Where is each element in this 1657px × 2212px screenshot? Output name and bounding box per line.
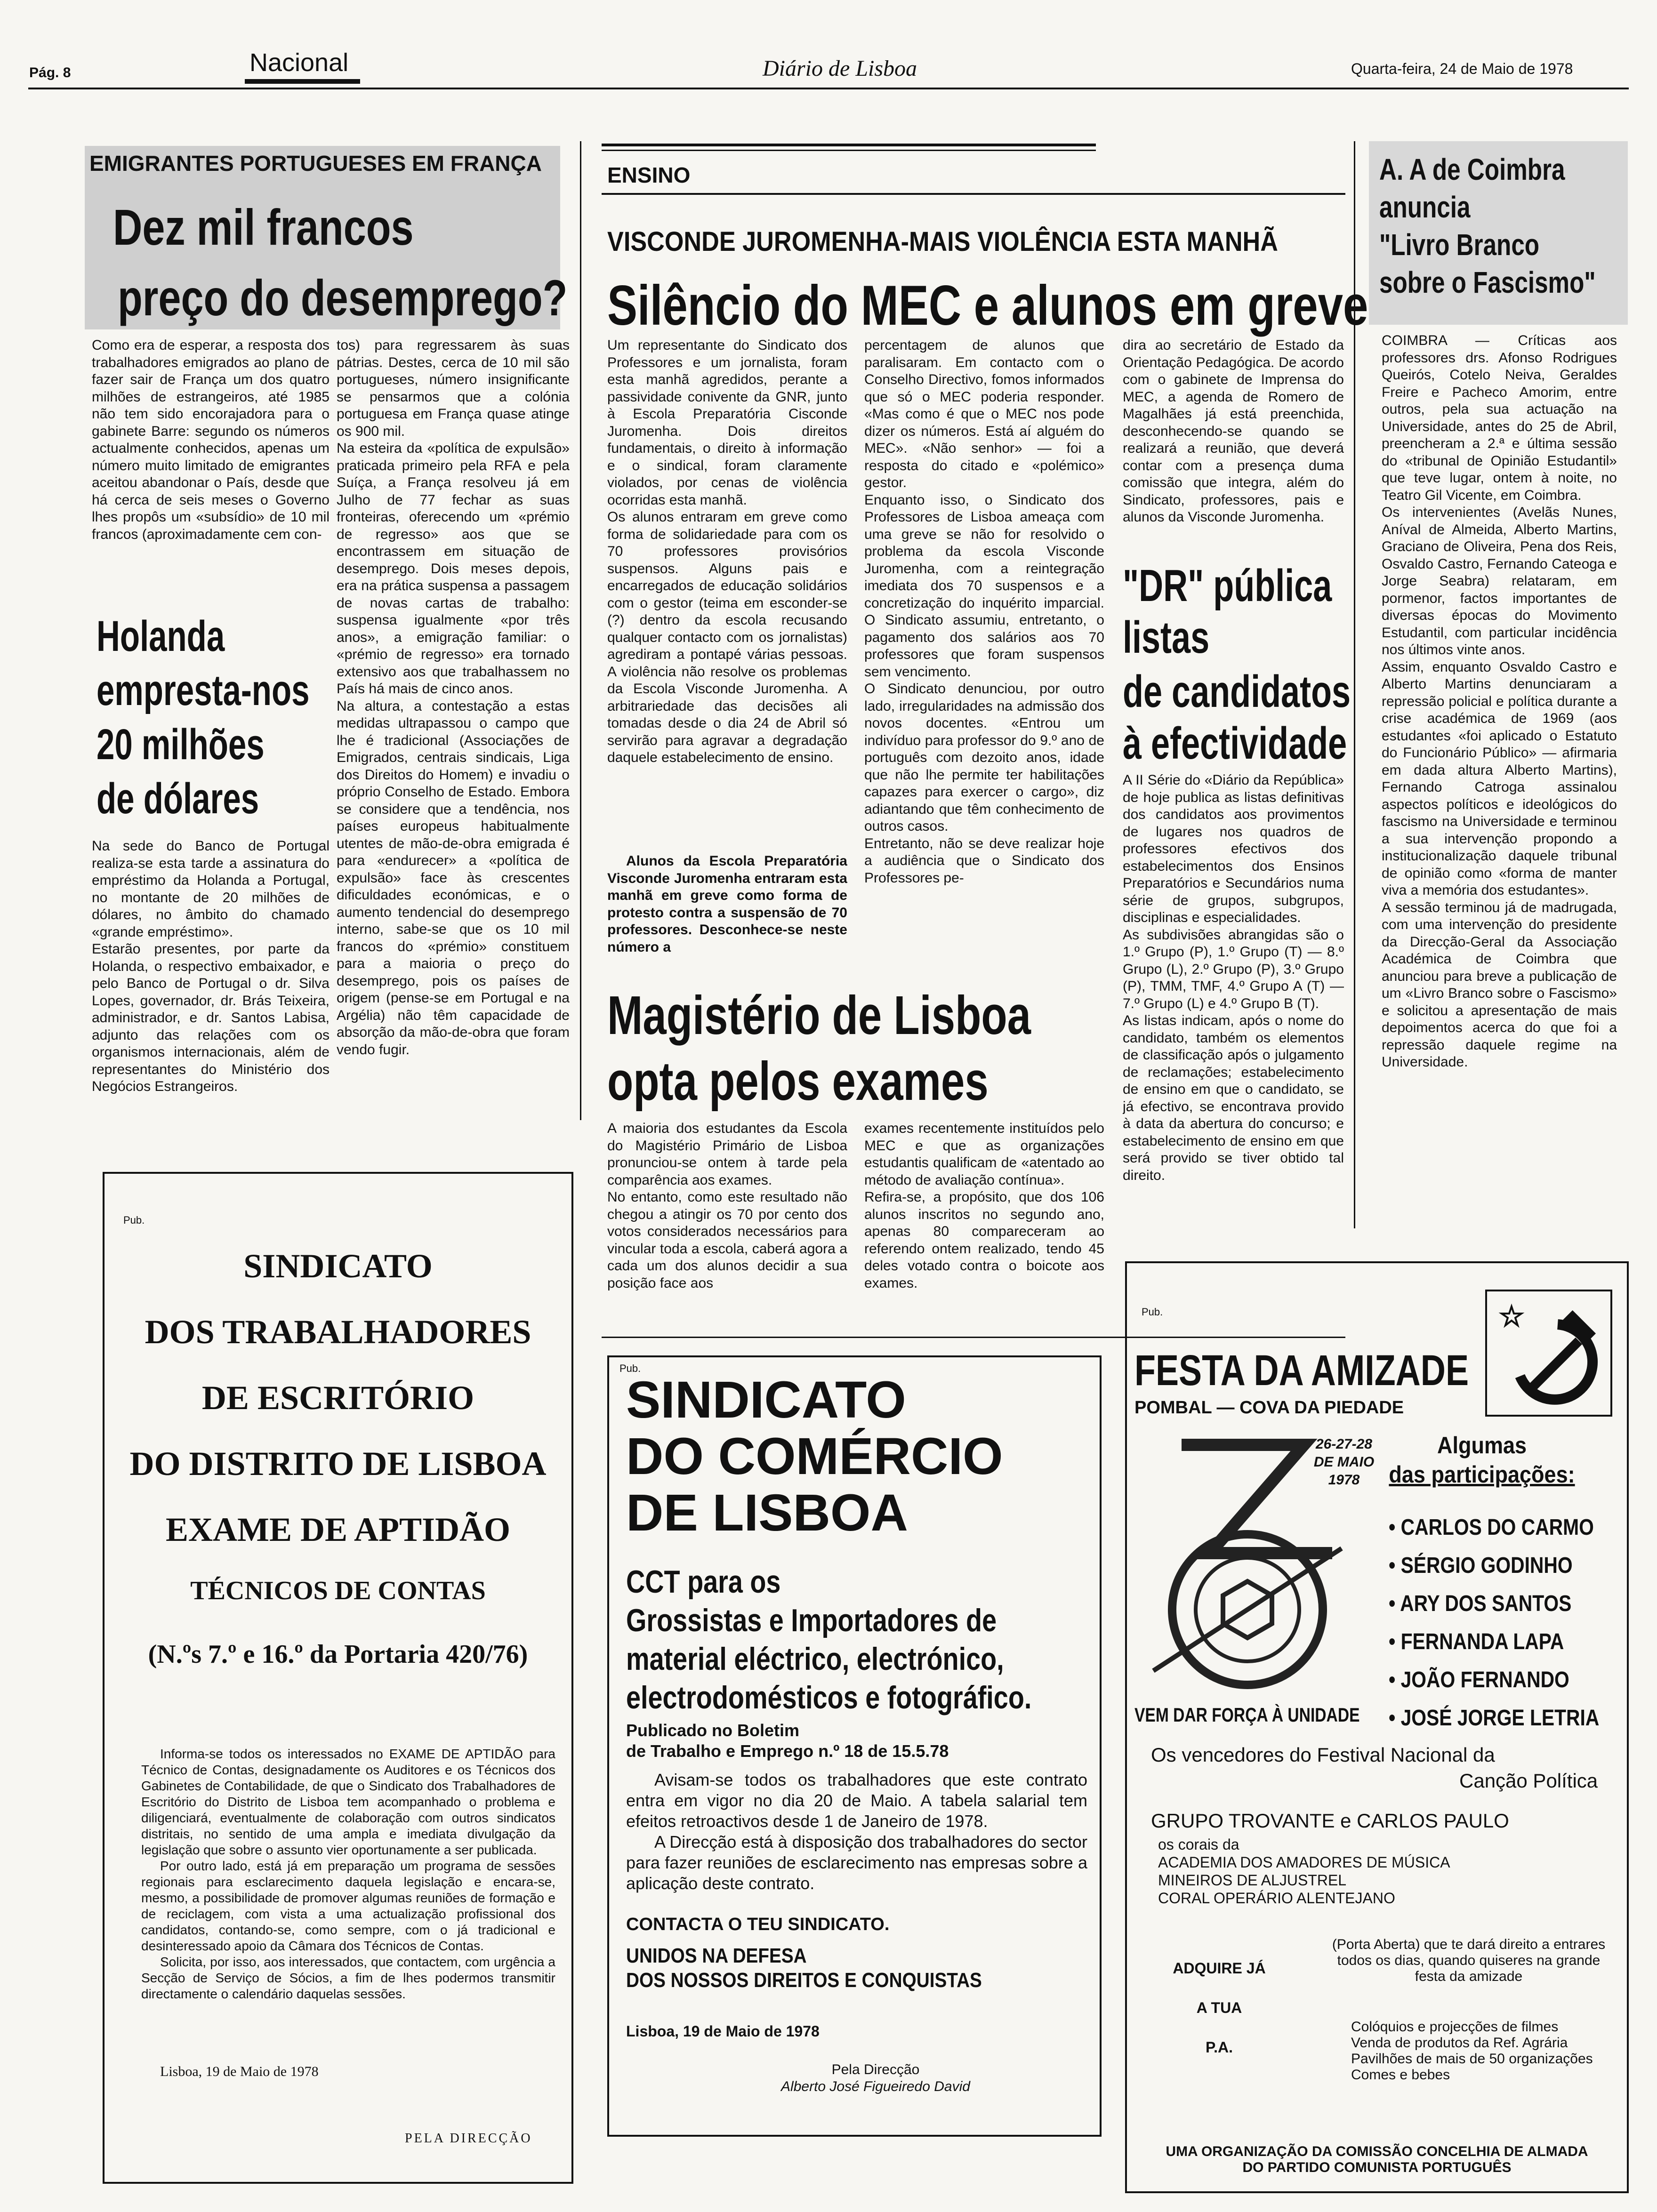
ensino-label: ENSINO	[607, 163, 691, 187]
ad-festa-algumas2: das participações:	[1389, 1461, 1575, 1488]
coimbra-title-4: sobre o Fascismo"	[1379, 265, 1596, 299]
artist-4: • FERNANDA LAPA	[1389, 1629, 1564, 1654]
ad-festa-pub: Pub.	[1142, 1306, 1163, 1318]
ad-comercio-body	[626, 1770, 1087, 1901]
artist-1: • CARLOS DO CARMO	[1389, 1515, 1594, 1540]
ad-comercio-slogan2: DOS NOSSOS DIREITOS E CONQUISTAS	[626, 1969, 982, 1992]
holanda-body: Na sede do Banco de Portugal realiza-se esta tarde a assinatura do empréstimo da Holanda a Portugal, no montante de 20 milhões de dólares, no âmbito do chamado «grande empréstimo». Estarão presentes, por parte da Holanda, o respectivo embaixador, e pelo Banco de Portugal o dr. Silva Lopes, governador, dr. Brás Teixeira, administrador, e dr. Santos Labisa, adjunto das relações com os organismos internacionais, além de representantes do Ministério dos Negócios Estrangeiros.	[92, 838, 330, 1094]
ad-escritorio-line6: TÉCNICOS DE CONTAS	[190, 1576, 486, 1605]
artist-3-name: ARY DOS SANTOS	[1400, 1591, 1572, 1616]
ad-festa-coral3: CORAL OPERÁRIO ALENTEJANO	[1158, 1890, 1395, 1907]
ad-festa-coral1: ACADEMIA DOS AMADORES DE MÚSICA	[1158, 1854, 1450, 1871]
coimbra-title-2: anuncia	[1379, 190, 1471, 224]
ad-comercio-sub3: material eléctrico, electrónico,	[626, 1641, 1004, 1677]
emigrantes-kicker: EMIGRANTES PORTUGUESES EM FRANÇA	[89, 151, 542, 176]
ad-comercio-sub4: electrodomésticos e fotográfico.	[626, 1680, 1032, 1715]
ad-escritorio-headings	[103, 1233, 573, 1690]
ad-comercio-sign2: Alberto José Figueiredo David	[781, 2079, 970, 2094]
dr-body: A II Série do «Diário da República» de hoje publica as listas definitivas dos candidatos aos provimentos de lugares nos quadros de professores efectivos dos estabelecimentos dos Ensinos Preparatórios e Secundários numa série de grupos, subgrupos, disciplinas e especialidades. As subdivisões abrangidas são o 1.º Grupo (P), 1.º Grupo (T) — 8.º Grupo (L), 2.º Grupo (P), 3.º Grupo (P), TMM, TMF, 4.º Grupo A (T) — 7.º Grupo (L) e 4.º Grupo B (T). As listas indicam, após o nome do candidato, também os elementos de classificação após o julgamento de reclamações; estabelecimento de ensino em que o candidato, se já efectivo, se encontrava provido à data da abertura do concurso; e estabelecimento de ensino em que será provido se tiver obtido tal direito.	[1123, 772, 1344, 1183]
ad-festa-adquire3: P.A.	[1205, 2039, 1233, 2056]
magisterio-col1: A maioria dos estudantes da Escola do Magistério Primário de Lisboa pronunciou-se ontem à tarde pela comparência aos exames. No entanto, como este resultado não chegou a atingir os 70 por cento dos votos considerados necessários para vincular toda a escola, caberá agora a cada um dos alunos decidir a sua posição face aos	[607, 1121, 847, 1291]
ad-escritorio-sign: PELA DIRECÇÃO	[405, 2131, 532, 2146]
ad-escritorio-line4: DO DISTRITO DE LISBOA	[129, 1445, 547, 1483]
ad-festa-dates3: 1978	[1328, 1472, 1360, 1488]
ad-escritorio-para2: Por outro lado, está já em preparação um programa de sessões regionais para esclarecimento daquela legislação e encara-se, mesmo, a possibilidade de promover algumas reuniões de formação e de reciclagem, com vista a uma actualização profissional dos candidatos, contando-se, como sempre, com o já tradicional e desinteressado apoio da Câmara dos Técnicos de Contas.	[141, 1859, 555, 1953]
ad-festa-place: POMBAL — COVA DA PIEDADE	[1134, 1398, 1404, 1418]
ad-comercio-sub2: Grossistas e Importadores de	[626, 1603, 997, 1638]
artist-6: • JOSÉ JORGE LETRIA	[1389, 1706, 1600, 1731]
ad-escritorio-date: Lisboa, 19 de Maio de 1978	[160, 2064, 319, 2079]
ad-festa-forca: VEM DAR FORÇA À UNIDADE	[1134, 1704, 1360, 1726]
holanda-title-1: Holanda	[97, 612, 225, 660]
ad-festa-adquire1: ADQUIRE JÁ	[1173, 1960, 1266, 1977]
column-rule-1	[580, 141, 581, 1120]
ensino-col3: dira ao secretário de Estado da Orientação Pedagógica. De acordo com o gabinete de Imprensa do MEC, a agenda de Romero de Magalhães já está preenchida, desconhecendo-se quando se realizará a reunião, que deverá contar com a presença duma comissão que integra, além do Sindicato, professores, pais e alunos da Visconde Juromenha.	[1123, 337, 1344, 525]
coimbra-title	[1379, 151, 1596, 301]
masthead: Diário de Lisboa	[763, 56, 917, 81]
ad-comercio-subs	[626, 1563, 1031, 1717]
ad-escritorio-body	[141, 1746, 555, 2047]
dr-title-3: de candidatos	[1123, 666, 1351, 717]
ad-festa-org	[1130, 2144, 1624, 2176]
ad-festa-coral2: MINEIROS DE ALJUSTREL	[1158, 1872, 1347, 1889]
section-name: Nacional	[249, 48, 349, 77]
ad-comercio-sign	[706, 2061, 1045, 2095]
ad-festa-org1: UMA ORGANIZAÇÃO DA COMISSÃO CONCELHIA DE ALMADA	[1166, 2144, 1588, 2159]
ad-comercio-sub1: CCT para os	[626, 1564, 781, 1600]
ad-festa-extras: Colóquios e projecções de filmes Venda de produtos da Ref. Agrária Pavilhões de mais de 50 organizações Comes e bebes	[1351, 2019, 1593, 2083]
ad-comercio-date: Lisboa, 19 de Maio de 1978	[626, 2023, 820, 2040]
ad-comercio-pubnote1: Publicado no Boletim	[626, 1721, 800, 1740]
ad-festa-grupo: GRUPO TROVANTE e CARLOS PAULO	[1151, 1810, 1509, 1832]
dr-title-4: à efectividade	[1123, 718, 1347, 769]
ad-comercio-line2: DO COMÉRCIO	[626, 1427, 1003, 1485]
ad-festa-algumas	[1389, 1431, 1575, 1489]
ad-festa-adquire	[1153, 1948, 1285, 2067]
ad-escritorio-line1: SINDICATO	[243, 1247, 433, 1285]
ad-escritorio-line5: EXAME DE APTIDÃO	[165, 1511, 511, 1548]
section-underline	[245, 79, 360, 84]
ad-festa-adquire2: A TUA	[1196, 1999, 1242, 2016]
coimbra-body: COIMBRA — Críticas aos professores drs. Afonso Rodrigues Queirós, Cotelo Neiva, Geraldes Freire e Pacheco Amorim, entre outros, pela sua actuação na Universidade, antes do 25 de Abril, preencheram a 2.ª e última sessão do «tribunal de Opinião Estudantil» que teve lugar, ontem à noite, no Teatro Gil Vicente, em Coimbra. Os intervenientes (Avelãs Nunes, Aníval de Almeida, Alberto Martins, Graciano de Oliveira, Pena dos Reis, Osvaldo Castro, Fernando Cateoga e Jorge Seabra) relataram, em pormenor, factos importantes de diversas épocas do Movimento Estudantil, com particular incidência nos últimos vinte anos. Assim, enquanto Osvaldo Castro e Alberto Martins denunciaram a repressão policial e política durante a crise académica de 1969 (aos estudantes «foi aplicado o Estatuto do Funcionário Público» — afirmaria em dada altura Alberto Martins), Fernando Catroga assinalou aspectos políticos e ideológicos do fascismo na Universidade e terminou a sua intervenção propondo a institucionalização daquele tribunal de opinião como «forma de manter viva a memória dos estudantes». A sessão terminou já de madrugada, com uma intervenção do presidente da Direcção-Geral da Associação Académica de Coimbra que anunciou para breve a publicação de um «Livro Branco sobre o Fascismo» e solicitou a apresentação de mais depoimentos acerca do que foi a repressão daquele regime na Universidade.	[1382, 333, 1617, 1070]
ad-comercio-line3: DE LISBOA	[626, 1484, 908, 1542]
artist-2: • SÉRGIO GODINHO	[1389, 1553, 1573, 1578]
ad-comercio-pub: Pub.	[619, 1362, 641, 1374]
ad-festa-title: FESTA DA AMIZADE	[1134, 1346, 1469, 1395]
ad-comercio-pubnote2: de Trabalho e Emprego n.º 18 de 15.5.78	[626, 1741, 949, 1761]
ensino-label-rule	[602, 193, 1345, 195]
page-number: Pág. 8	[29, 65, 71, 80]
ad-escritorio-line7: (N.ºs 7.º e 16.º da Portaria 420/76)	[148, 1640, 528, 1669]
ensino-title: Silêncio do MEC e alunos em greve	[607, 274, 1368, 337]
ensino-col1-bold: Alunos da Escola Preparatória Visconde Juromenha entraram esta manhã em greve como forma de protesto contra a suspensão de 70 professores. Desconhece-se neste número a	[607, 853, 847, 955]
ad-comercio-heads	[626, 1372, 1003, 1541]
ad-festa-dates2: DE MAIO	[1313, 1454, 1375, 1470]
ad-comercio-contact: CONTACTA O TEU SINDICATO.	[626, 1915, 890, 1934]
ad-festa-venc1: Os vencedores do Festival Nacional da	[1151, 1744, 1495, 1766]
coimbra-title-3: "Livro Branco	[1379, 228, 1540, 262]
ad-comercio-para2: A Direcção está à disposição dos trabalhadores do sector para fazer reuniões de esclarecimento nas empresas sobre a aplicação deste contrato.	[626, 1832, 1087, 1893]
ad-comercio-sign1: Pela Direcção	[831, 2062, 920, 2077]
artist-3: • ARY DOS SANTOS	[1389, 1591, 1572, 1616]
artist-1-name: CARLOS DO CARMO	[1400, 1515, 1594, 1540]
emigrantes-title-2: preço do desemprego?	[118, 269, 568, 326]
ad-festa-venc2: Canção Política	[1459, 1770, 1598, 1792]
ad-comercio-slogan1: UNIDOS NA DEFESA	[626, 1944, 807, 1967]
artist-4-name: FERNANDA LAPA	[1400, 1629, 1564, 1654]
ad-escritorio-line2: DOS TRABALHADORES	[145, 1313, 531, 1351]
artist-5: • JOÃO FERNANDO	[1389, 1667, 1569, 1692]
ad-festa-org2: DO PARTIDO COMUNISTA PORTUGUÊS	[1242, 2160, 1512, 2175]
holanda-title-2: empresta-nos	[97, 666, 310, 714]
artist-2-name: SÉRGIO GODINHO	[1400, 1553, 1573, 1578]
dr-title-1: "DR" pública	[1123, 561, 1332, 611]
ad-comercio-para1: Avisam-se todos os trabalhadores que este contrato entra em vigor no dia 20 de Maio. A tabela salarial tem efeitos retroactivos desde 1 de Janeiro de 1978.	[626, 1770, 1087, 1831]
ad-escritorio-para1: Informa-se todos os interessados no EXAME DE APTIDÃO para Técnico de Contas, designadamente os Auditores e os Técnicos dos Gabinetes de Contabilidade, de que o Sindicato dos Trabalhadores de Escritório do Distrito de Lisboa tem acompanhado o problema e diligenciará, eventualmente de colaboração com outros sindicatos distritais, no sentido de uma ampla e imediata divulgação da legislação que sobre o assunto vier oportunamente a ser publicada.	[141, 1747, 555, 1857]
ad-comercio-line1: SINDICATO	[626, 1371, 906, 1429]
ad-escritorio-para3: Solicita, por isso, aos interessados, que contactem, com urgência a Secção de Serviço de Sócios, a fim de lhes podermos transmitir directamente o calendário daquelas sessões.	[141, 1955, 555, 2001]
header-rule	[28, 88, 1629, 89]
emigrantes-title-1: Dez mil francos	[113, 199, 414, 256]
ensino-top-rule-2	[602, 150, 1096, 151]
magisterio-title-2: opta pelos exames	[607, 1050, 989, 1112]
ad-escritorio-pub: Pub.	[123, 1214, 145, 1226]
ad-festa-corais	[1158, 1835, 1450, 1907]
holanda-title-4: de dólares	[97, 775, 259, 823]
coimbra-title-1: A. A de Coimbra	[1379, 152, 1565, 186]
ad-festa-dates1: 26-27-28	[1315, 1436, 1373, 1452]
holanda-title-3: 20 milhões	[97, 721, 265, 769]
ensino-kicker: VISCONDE JUROMENHA-MAIS VIOLÊNCIA ESTA MANHÃ	[607, 226, 1278, 257]
dr-title-2: listas	[1123, 612, 1210, 663]
ad-festa-corais-label: os corais da	[1158, 1836, 1239, 1853]
magisterio-col2: exames recentemente instituídos pelo MEC e que as organizações estudantis qualificam de «atentado ao método de avaliação contínua». Refira-se, a propósito, que dos 106 alunos inscritos no segundo ano, apenas 80 compareceram ao referendo ontem realizado, tendo 45 deles votado contra o boicote aos exames.	[864, 1121, 1104, 1291]
ad-festa-porta: (Porta Aberta) que te dará direito a entrares todos os dias, quando quiseres na grande festa da amizade	[1332, 1937, 1606, 1984]
ad-festa-dates	[1299, 1435, 1389, 1489]
ad-festa-artists	[1389, 1508, 1599, 1737]
ensino-col1: Um representante do Sindicato dos Professores e um jornalista, foram esta manhã agredidos, perante a passividade conivente da GNR, junto à Escola Preparatória Cisconde Juromenha. Dois direitos fundamentais, o direito à informação e o sindical, foram claramente violados, por cenas de violência ocorridas esta manhã. Os alunos entraram em greve como forma de solidariedade para com os 70 professores provisórios suspensos. Alguns pais e encarregados de educação solidários com o gestor (teima em esconder-se (?) dentro da escola recusando qualquer contacto com os jornalistas) agrediram a pontapé várias pessoas. A violência não resolve os problemas da Escola Visconde Juromenha. A arbitrariedade das decisões ali tomadas desde o dia 24 de Abril só servirão para agravar a degradação daquele estabelecimento de ensino.	[607, 337, 847, 765]
ensino-top-rule	[602, 144, 1096, 146]
artist-5-name: JOÃO FERNANDO	[1400, 1667, 1569, 1692]
ad-festa-algumas1: Algumas	[1437, 1432, 1527, 1459]
issue-date: Quarta-feira, 24 de Maio de 1978	[1351, 60, 1573, 77]
artist-6-name: JOSÉ JORGE LETRIA	[1400, 1706, 1600, 1731]
ensino-col2: percentagem de alunos que paralisaram. Em contacto com o Conselho Directivo, fomos informados que só o MEC poderia responder. «Mas como é que o MEC nos pode dizer os números. Está aí alguém do MEC». «Não senhor» — foi a resposta do citado e «polémico» gestor. Enquanto isso, o Sindicato dos Professores de Lisboa ameaça com uma greve se não for resolvido o problema da escola Visconde Juromenha, com a reintegração imediata dos 70 suspensos e a concretização do inquérito imparcial. O Sindicato assumiu, entretanto, o pagamento dos salários aos 70 professores que foram suspensos sem vencimento. O Sindicato denunciou, por outro lado, irregularidades na admissão dos novos docentes. «Entrou um indivíduo para professor do 9.º ano de português com dezoito anos, idade que não lhe permite ter habilitações capazes para exercer o cargo», diz adiantando que têm conhecimento de outros casos. Entretanto, não se deve realizar hoje a audiência que o Sindicato dos Professores pe-	[864, 337, 1104, 886]
ad-comercio-pubnote	[626, 1720, 949, 1762]
hammer-sickle-icon	[1485, 1290, 1612, 1417]
emigrantes-col1: Como era de esperar, a resposta dos trabalhadores emigrados ao plano de fazer sair de França um dos quatro milhões de estrangeiros, até 1985 não tem sido encorajadora para o gabinete Barre: segundo os números actualmente conhecidos, apenas um número muito limitado de emigrantes aceitou abandonar o País, desde que há cerca de seis meses o Governo lhes propôs um «subsídio» de 10 mil francos (aproximadamente cem con-	[92, 337, 330, 542]
ad-comercio-slogan	[626, 1944, 982, 1993]
ad-escritorio-line3: DE ESCRITÓRIO	[201, 1379, 475, 1417]
emigrantes-col2: tos) para regressarem às suas pátrias. Destes, cerca de 10 mil são portugueses, número insignificante se pensarmos que a colónia portuguesa em França quase atinge os 900 mil. Na esteira da «política de expulsão» praticada primeiro pela RFA e pela Suíça, a França resolveu já em Julho de 77 fechar as suas fronteiras, oferecendo um «prémio de regresso» aos que se encontrassem em situação de desemprego. Dois meses depois, era na prática suspensa a passagem de novas cartas de trabalho: suspensa igualmente «por três anos», a emigração familiar: o «prémio de regresso» era tornado extensivo aos que trabalhassem no País há mais de cinco anos. Na altura, a contestação a estas medidas ultrapassou o campo que lhe é tradicional (Associações de Emigrados, centrais sindicais, Liga dos Direitos do Homem) e invadiu o próprio Conselho de Estado. Embora se considere que a tendência, nos países europeus habitualmente utentes de mão-de-obra emigrada é para «endurecer» a «política de expulsão» face às crescentes dificuldades económicas, e o aumento tendencial do desemprego interno, sabe-se que os 10 mil francos do «prémio» constituem para a maioria o preço do desemprego, pois os países de origem (pense-se em Portugal e na Argélia) não têm capacidade de absorção da mão-de-obra que foram vendo fugir.	[337, 337, 570, 1058]
magisterio-title-1: Magistério de Lisboa	[607, 985, 1031, 1046]
